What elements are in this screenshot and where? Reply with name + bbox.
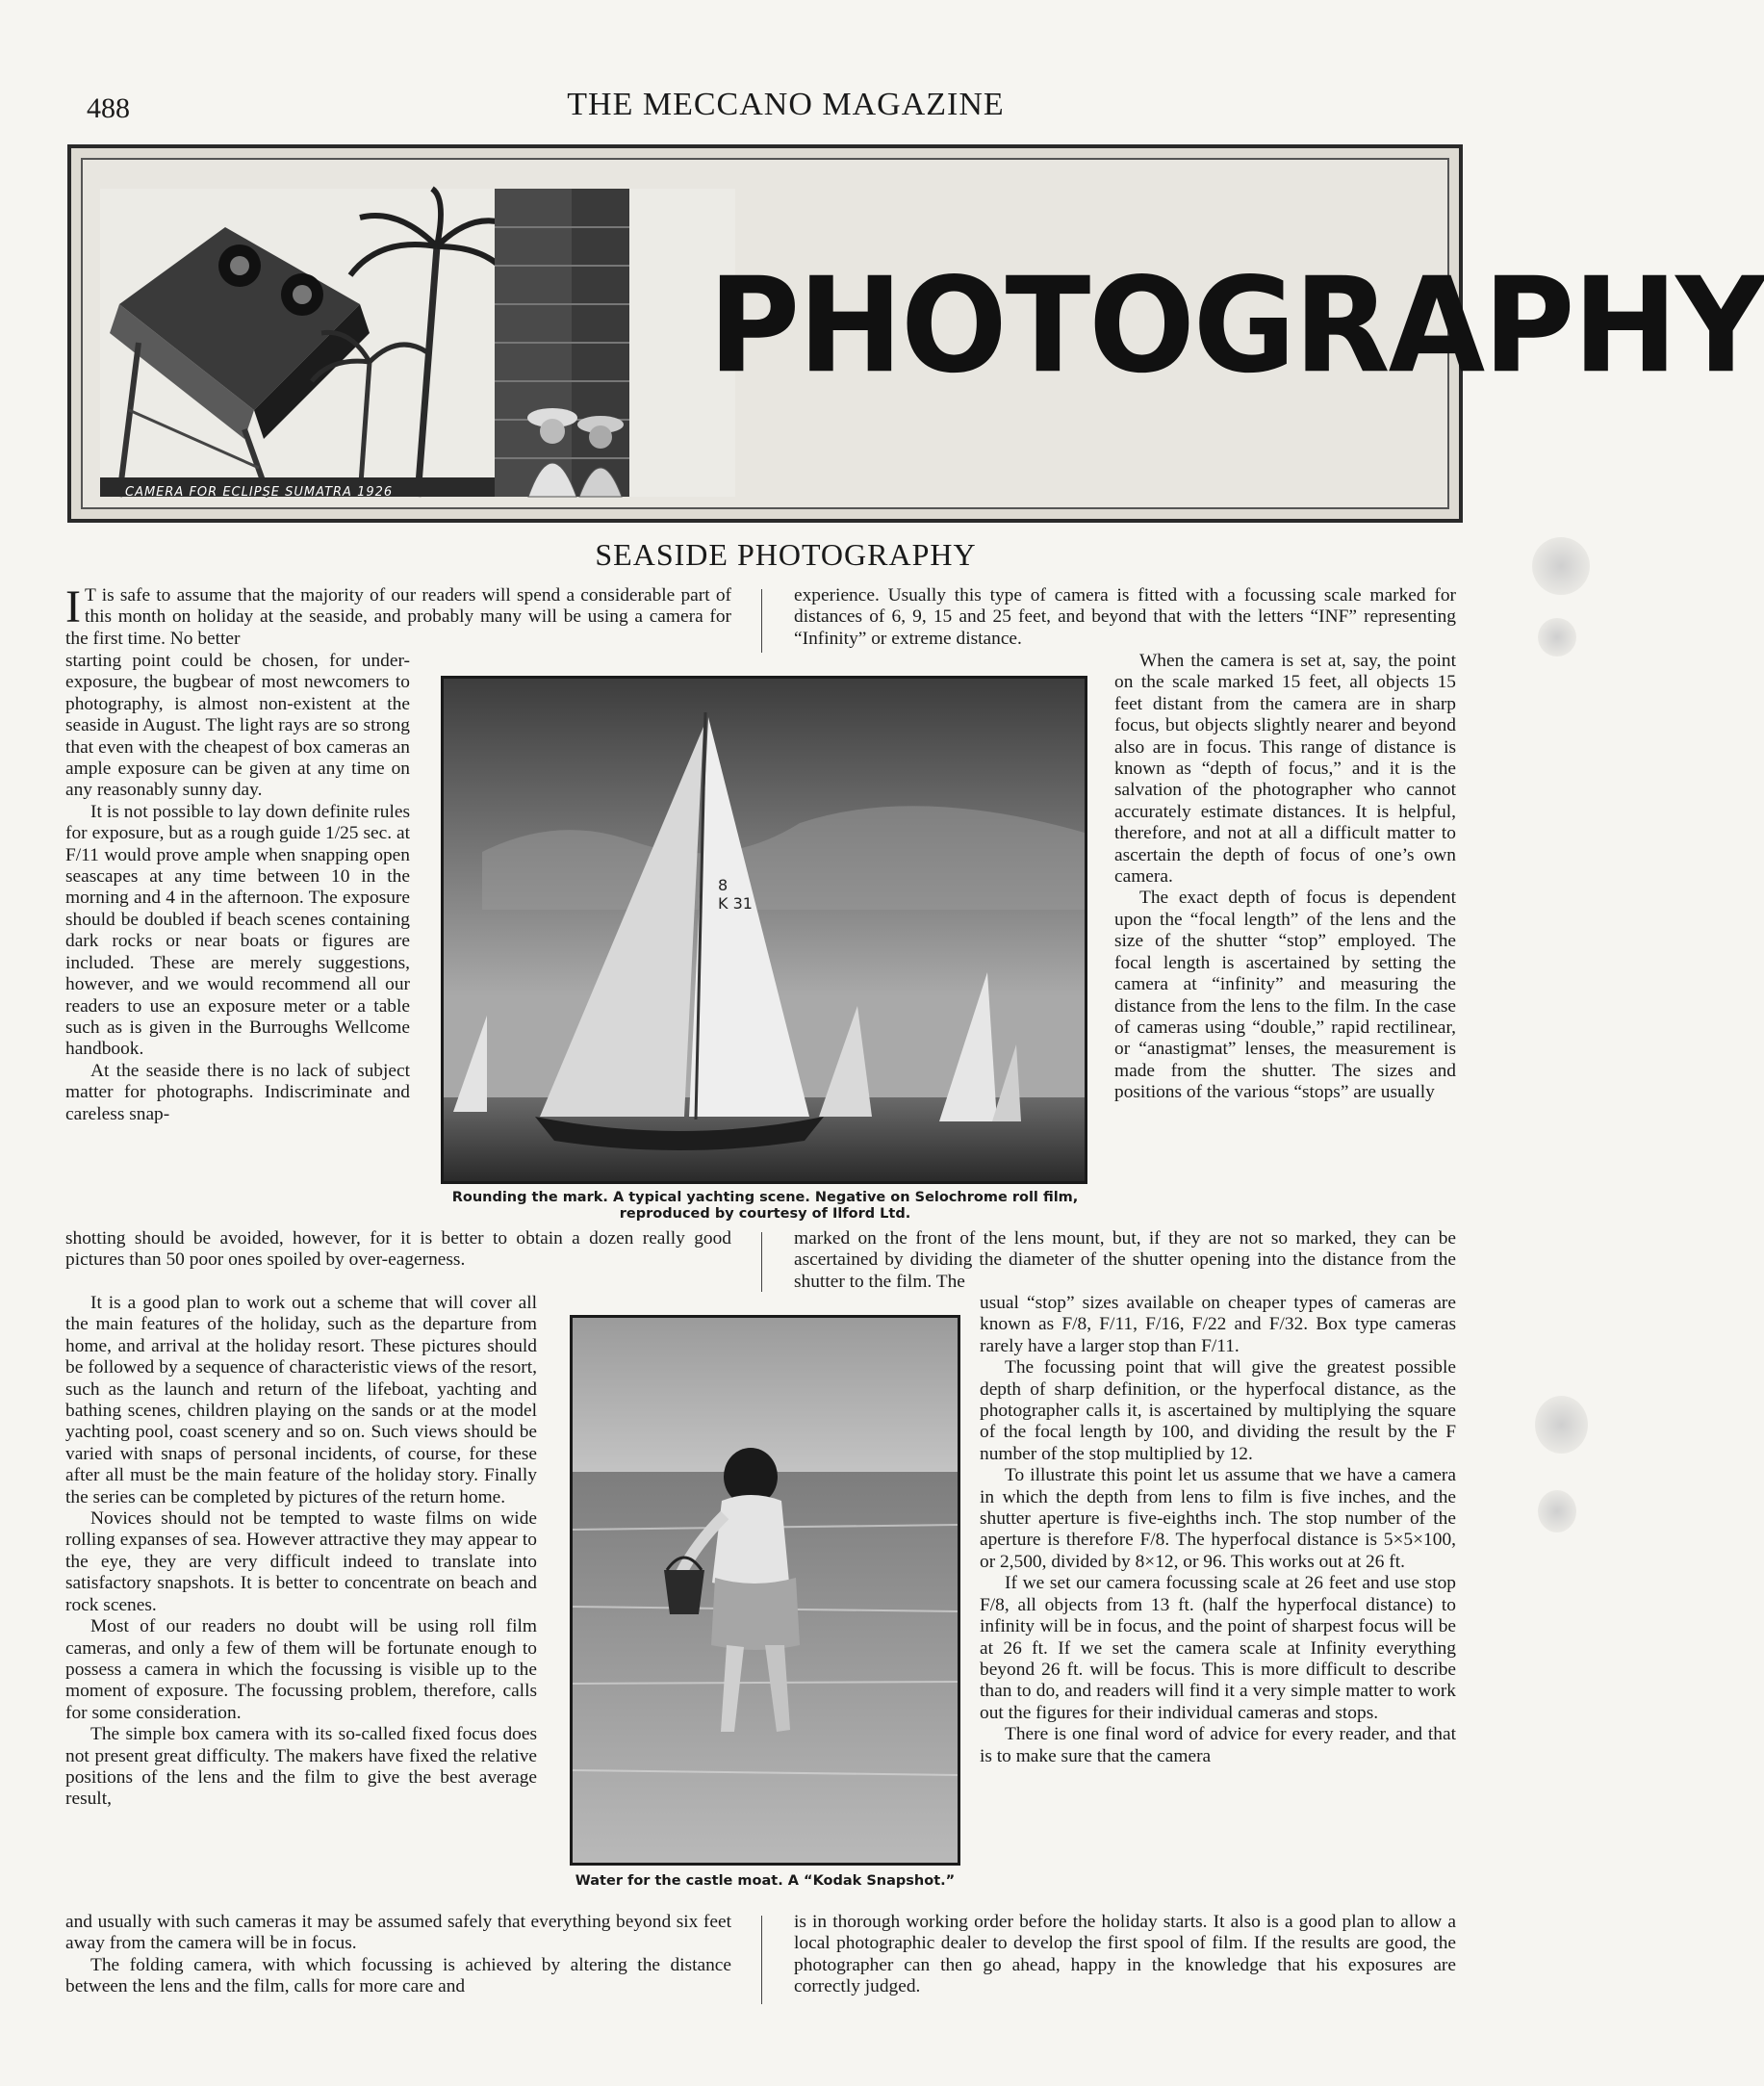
- paragraph: marked on the front of the lens mount, but, if they are not so marked, they can be ascertained by dividing the diameter of the shutter opening into the distance from the shutter to the film. The: [794, 1228, 1456, 1292]
- paragraph: shotting should be avoided, however, for it is better to obtain a dozen really good pictures than 50 poor ones spoiled by over-eagerness.: [65, 1228, 731, 1271]
- col2-low-text: [980, 1293, 1456, 1767]
- paragraph: To illustrate this point let us assume that we have a camera in which the depth from lens to film is five inches, and the shutter aperture is five-eighths inch. The stop number of the aperture is therefore F/8. The hyperfocal distance is 5×5×100, or 2,500, divided by 8×12, or 96. This works out at 26 ft.: [980, 1465, 1456, 1572]
- col2-top-text: [794, 585, 1456, 650]
- sail-number: 8 K 31: [718, 876, 753, 914]
- header-banner: [67, 144, 1764, 523]
- page-mark: [1532, 537, 1590, 595]
- page-mark: [1538, 618, 1576, 657]
- paragraph: Novices should not be tempted to waste films on wide rolling expanses of sea. However attractive they may appear to the eye, they are very difficult indeed to translate into satisfactory snapshots. It is better to concentrate on beach and rock scenes.: [65, 1508, 537, 1615]
- banner-title: PHOTOGRAPHY: [708, 248, 1764, 402]
- col1-bottom-text: [65, 1912, 731, 1998]
- paragraph: When the camera is set at, say, the point on the scale marked 15 feet, all objects 15 feet distant from the camera are in sharp focus, but objects slightly nearer and beyond also are in focus. This range of distance is known as “depth of focus,” and it is the salvation of the photographer who cannot accurately estimate distances. It is helpful, therefore, and not at all a difficult matter to ascertain the depth of focus of one’s own camera.: [1114, 651, 1456, 888]
- paragraph: experience. Usually this type of camera is fitted with a focussing scale marked for distances of 6, 9, 15 and 25 feet, and beyond that with the letters “INF” representing “Infinity” or extreme distance.: [794, 585, 1456, 649]
- col1-wide-text: [65, 1228, 731, 1272]
- yachting-photo: [441, 676, 1087, 1184]
- photo-caption: [414, 1190, 1116, 1223]
- column-rule: [761, 1916, 762, 2004]
- paragraph: is in thorough working order before the holiday starts. It also is a good plan to allow a local photographic dealer to develop the first spool of film. If the results are good, the photographer can then go ahead, happy in the knowledge that his exposures are correctly judged.: [794, 1912, 1456, 1997]
- col1-mid-text: [65, 651, 410, 1125]
- column-rule: [761, 1232, 762, 1292]
- col2-wide-text: [794, 1228, 1456, 1293]
- paragraph: At the seaside there is no lack of subject matter for photographs. Indiscriminate and careless snap-: [65, 1060, 410, 1124]
- paragraph: The focussing point that will give the greatest possible depth of sharp definition, or the hyperfocal distance, as the photographer calls it, is ascertained by multiplying the square of the focal length by 100, and dividing the result by the F number of the stop multiplied by 12.: [980, 1357, 1456, 1464]
- beach-child-photo: [570, 1315, 960, 1866]
- paragraph: It is a good plan to work out a scheme that will cover all the main features of the holiday, such as the departure from home, and arrival at the holiday resort. These pictures should be followed by a sequence of characteristic views of the resort, such as the launch and return of the lifeboat, yachting and bathing scenes, children playing on the sands or at the model yachting pool, coast scenery and so on. Such views should be varied with snaps of personal incidents, of course, for these after all must be the main feature of the holiday story. Finally the series can be completed by pictures of the return home.: [65, 1293, 537, 1507]
- article-title: SEASIDE PHOTOGRAPHY: [595, 537, 977, 572]
- paragraph: The exact depth of focus is dependent upon the “focal length” of the lens and the size of the shutter “stop” employed. The focal length is ascertained by setting the camera at “infinity” and measuring the distance from the lens to the film. In the case of cameras using “double,” rapid rectilinear, or “anastigmat” lenses, the measurement is made from the shutter. The sizes and positions of the various “stops” are usually: [1114, 888, 1456, 1103]
- column-rule: [761, 589, 762, 653]
- magazine-masthead: THE MECCANO MAGAZINE: [567, 87, 1005, 122]
- paragraph: T is safe to assume that the majority of our readers will spend a considerable part of this month on holiday at the seaside, and probably many will be using a camera for the first time. No better: [65, 585, 731, 649]
- photo-caption-line: reproduced by courtesy of Ilford Ltd.: [619, 1206, 911, 1222]
- page-mark: [1535, 1396, 1588, 1454]
- col2-bottom-text: [794, 1912, 1456, 1998]
- drop-cap: I: [65, 581, 81, 632]
- photo-caption-line: Rounding the mark. A typical yachting scene. Negative on Selochrome roll film,: [451, 1190, 1079, 1205]
- paragraph: usual “stop” sizes available on cheaper types of cameras are known as F/8, F/11, F/16, F/22 and F/32. Box type cameras rarely have a larger stop than F/11.: [980, 1293, 1456, 1356]
- paragraph: Most of our readers no doubt will be using roll film cameras, and only a few of them will be fortunate enough to possess a camera in which the focussing is visible up to the moment of exposure. The focussing problem, therefore, calls for some consideration.: [65, 1616, 537, 1723]
- banner-caption: CAMERA FOR ECLIPSE SUMATRA 1926: [125, 485, 394, 500]
- col1-low-text: [65, 1293, 537, 1811]
- col2-mid-text: [1114, 651, 1456, 1104]
- paragraph: and usually with such cameras it may be assumed safely that everything beyond six feet away from the camera will be in focus.: [65, 1912, 731, 1954]
- paragraph: The folding camera, with which focussing is achieved by altering the distance between the lens and the film, calls for more care and: [65, 1954, 731, 1997]
- col1-top-text: [65, 581, 731, 650]
- paragraph: The simple box camera with its so-called fixed focus does not present great difficulty. The makers have fixed the relative positions of the lens and the film to give the best average result,: [65, 1724, 537, 1810]
- paragraph: There is one final word of advice for every reader, and that is to make sure that the camera: [980, 1724, 1456, 1766]
- paragraph: If we set our camera focussing scale at 26 feet and use stop F/8, all objects from 13 ft. (half the hyperfocal distance) to infinity will be in focus, and the point of sharpest focus will be at 26 ft. If we set the camera scale at Infinity everything beyond 26 ft. will be focus. This is more difficult to describe than to do, and readers will find it a very simple matter to work out the figures for their individual cameras and stops.: [980, 1573, 1456, 1723]
- page-number: 488: [87, 92, 130, 124]
- paragraph: It is not possible to lay down definite rules for exposure, but as a rough guide 1/25 sec. at F/11 would prove ample when snapping open seascapes at any time between 10 in the morning and 4 in the afternoon. The exposure should be doubled if beach scenes containing dark rocks or near boats or figures are included. These are merely suggestions, however, and we would recommend all our readers to use an exposure meter or a table such as is given in the Burroughs Wellcome handbook.: [65, 801, 410, 1060]
- page-mark: [1538, 1490, 1576, 1532]
- photo-caption: Water for the castle moat. A “Kodak Snapshot.”: [575, 1873, 956, 1889]
- paragraph: starting point could be chosen, for under-exposure, the bugbear of most newcomers to photography, is almost non-existent at the seaside in August. The light rays are so strong that even with the cheapest of box cameras an ample exposure can be given at any time on any reasonably sunny day.: [65, 651, 410, 801]
- banner-illustration: [100, 189, 735, 497]
